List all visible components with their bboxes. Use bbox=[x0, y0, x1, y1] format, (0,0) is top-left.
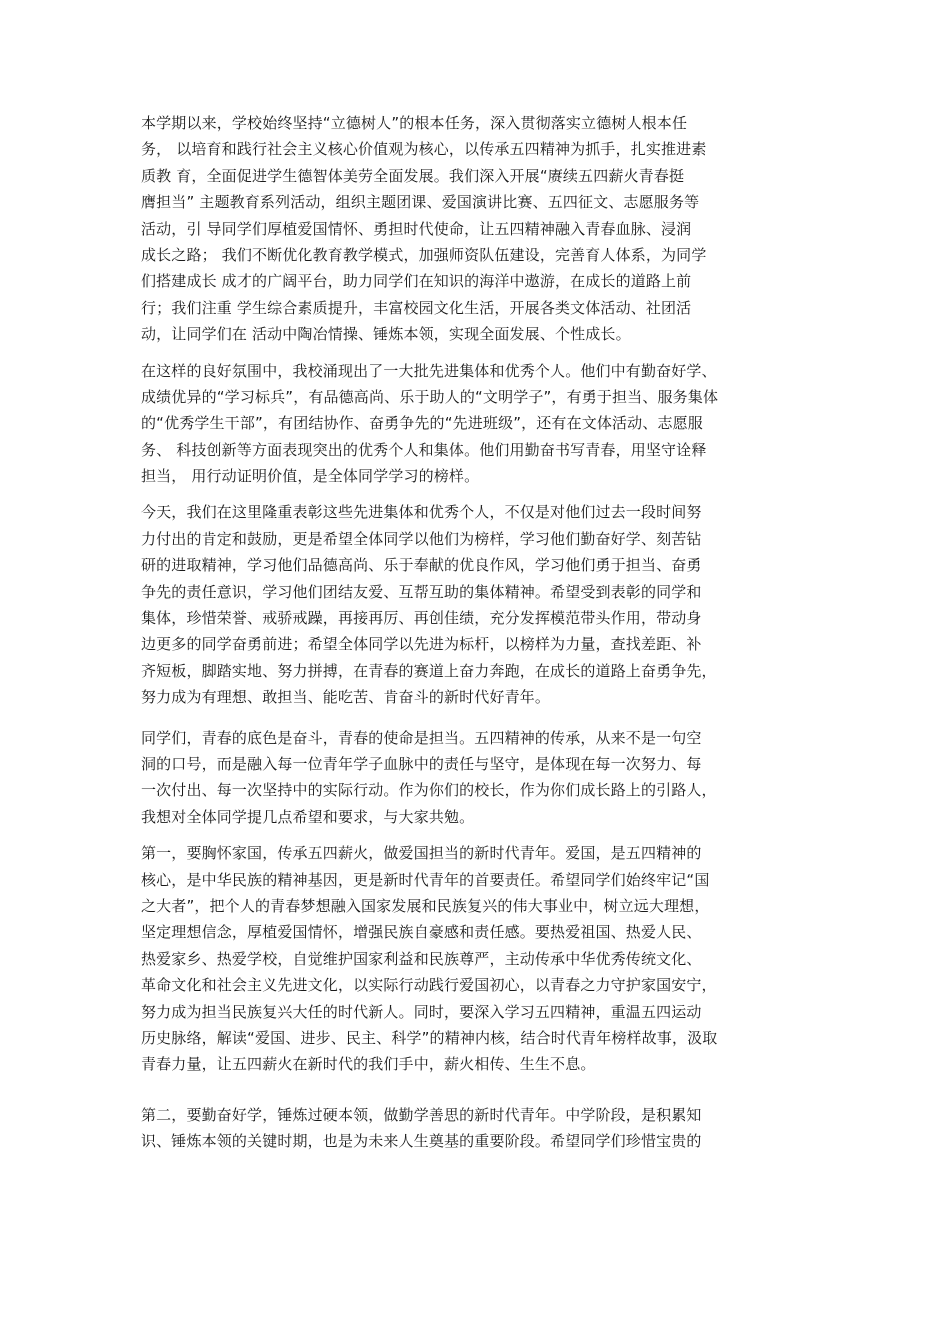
text-line: 核心，是中华民族的精神基因，更是新时代青年的首要责任。希望同学们始终牢记“国 bbox=[141, 870, 710, 889]
paragraph-2 bbox=[141, 358, 813, 490]
text-line: 在这样的良好氛围中，我校涌现出了一大批先进集体和优秀个人。他们中有勤奋好学、 bbox=[141, 361, 717, 380]
paragraph-6 bbox=[141, 1102, 813, 1155]
paragraph-5 bbox=[141, 840, 813, 1078]
text-line: 努力成为有理想、敢担当、能吃苦、肯奋斗的新时代好青年。 bbox=[141, 688, 551, 707]
text-line: 活动，引 导同学们厚植爱国情怀、勇担时代使命，让五四精神融入青春血脉、浸润 bbox=[141, 219, 692, 238]
text-line: 第一，要胸怀家国，传承五四薪火，做爱国担当的新时代青年。爱国，是五四精神的 bbox=[141, 844, 702, 863]
text-line: 一次付出、每一次坚持中的实际行动。作为你们的校长，作为你们成长路上的引路人， bbox=[141, 781, 717, 800]
text-line: 热爱家乡、热爱学校，自觉维护国家利益和民族尊严，主动传承中华优秀传统文化、 bbox=[141, 949, 702, 968]
text-line: 的“优秀学生干部”，有团结协作、奋勇争先的“先进班级”，还有在文体活动、志愿服 bbox=[141, 414, 703, 433]
text-line: 革命文化和社会主义先进文化，以实际行动践行爱国初心，以青春之力守护家国安宁， bbox=[141, 976, 717, 995]
text-line: 成绩优异的“学习标兵”，有品德高尚、乐于助人的“文明学子”，有勇于担当、服务集体 bbox=[141, 387, 719, 406]
text-line: 行；我们注重 学生综合素质提升，丰富校园文化生活，开展各类文体活动、社团活 bbox=[141, 298, 692, 317]
text-line: 边更多的同学奋勇前进；希望全体同学以先进为标杆，以榜样为力量，查找差距、补 bbox=[141, 635, 702, 654]
text-line: 之大者”，把个人的青春梦想融入国家发展和民族复兴的伟大事业中，树立远大理想， bbox=[141, 896, 710, 915]
text-line: 坚定理想信念，厚植爱国情怀，增强民族自豪感和责任感。要热爱祖国、热爱人民、 bbox=[141, 923, 702, 942]
paragraph-3 bbox=[141, 499, 813, 710]
text-line: 集体，珍惜荣誉、戒骄戒躁，再接再厉、再创佳绩，充分发挥模范带头作用，带动身 bbox=[141, 609, 702, 628]
text-line: 历史脉络，解读“爱国、进步、民主、科学”的精神内核，结合时代青年榜样故事，汲取 bbox=[141, 1028, 718, 1047]
text-line: 青春力量，让五四薪火在新时代的我们手中，薪火相传、生生不息。 bbox=[141, 1055, 596, 1074]
text-line: 成长之路； 我们不断优化教育教学模式，加强师资队伍建设，完善育人体系，为同学 bbox=[141, 245, 707, 264]
text-line: 识、锤炼本领的关键时期，也是为未来人生奠基的重要阶段。希望同学们珍惜宝贵的 bbox=[141, 1132, 702, 1151]
text-line: 们搭建成长 成才的广阔平台，助力同学们在知识的海洋中遨游，在成长的道路上前 bbox=[141, 272, 692, 291]
text-line: 务、 科技创新等方面表现突出的优秀个人和集体。他们用勤奋书写青春，用坚守诠释 bbox=[141, 440, 707, 459]
text-line: 务， 以培育和践行社会主义核心价值观为核心，以传承五四精神为抓手，扎实推进素 bbox=[141, 140, 707, 159]
text-line: 同学们，青春的底色是奋斗，青春的使命是担当。五四精神的传承，从来不是一句空 bbox=[141, 728, 702, 747]
paragraph-1 bbox=[141, 110, 813, 348]
text-line: 力付出的肯定和鼓励，更是希望全体同学以他们为榜样，学习他们勤奋好学、刻苦钻 bbox=[141, 529, 702, 548]
text-line: 研的进取精神，学习他们品德高尚、乐于奉献的优良作风，学习他们勇于担当、奋勇 bbox=[141, 556, 702, 575]
text-line: 本学期以来，学校始终坚持“立德树人”的根本任务，深入贯彻落实立德树人根本任 bbox=[141, 114, 688, 132]
text-line: 洞的口号，而是融入每一位青年学子血脉中的责任与坚守，是体现在每一次努力、每 bbox=[141, 754, 702, 773]
paragraph-4 bbox=[141, 725, 813, 831]
text-line: 我想对全体同学提几点希望和要求，与大家共勉。 bbox=[141, 807, 475, 826]
document-body bbox=[141, 110, 813, 1154]
text-line: 努力成为担当民族复兴大任的时代新人。同时，要深入学习五四精神，重温五四运动 bbox=[141, 1002, 702, 1021]
text-line: 质教 育，全面促进学生德智体美劳全面发展。我们深入开展“赓续五四薪火青春挺 bbox=[141, 166, 685, 185]
text-line: 齐短板，脚踏实地、努力拼搏，在青春的赛道上奋力奔跑，在成长的道路上奋勇争先， bbox=[141, 661, 717, 680]
text-line: 担当， 用行动证明价值，是全体同学学习的榜样。 bbox=[141, 467, 480, 486]
text-line: 今天，我们在这里隆重表彰这些先进集体和优秀个人，不仅是对他们过去一段时间努 bbox=[141, 503, 702, 522]
text-line: 争先的责任意识，学习他们团结友爱、互帮互助的集体精神。希望受到表彰的同学和 bbox=[141, 582, 702, 601]
text-line: 动，让同学们在 活动中陶冶情操、锤炼本领，实现全面发展、个性成长。 bbox=[141, 325, 631, 344]
text-line: 第二，要勤奋好学，锤炼过硬本领，做勤学善思的新时代青年。中学阶段，是积累知 bbox=[141, 1105, 702, 1124]
text-line: 膺担当” 主题教育系列活动，组织主题团课、爱国演讲比赛、五四征文、志愿服务等 bbox=[141, 193, 700, 212]
